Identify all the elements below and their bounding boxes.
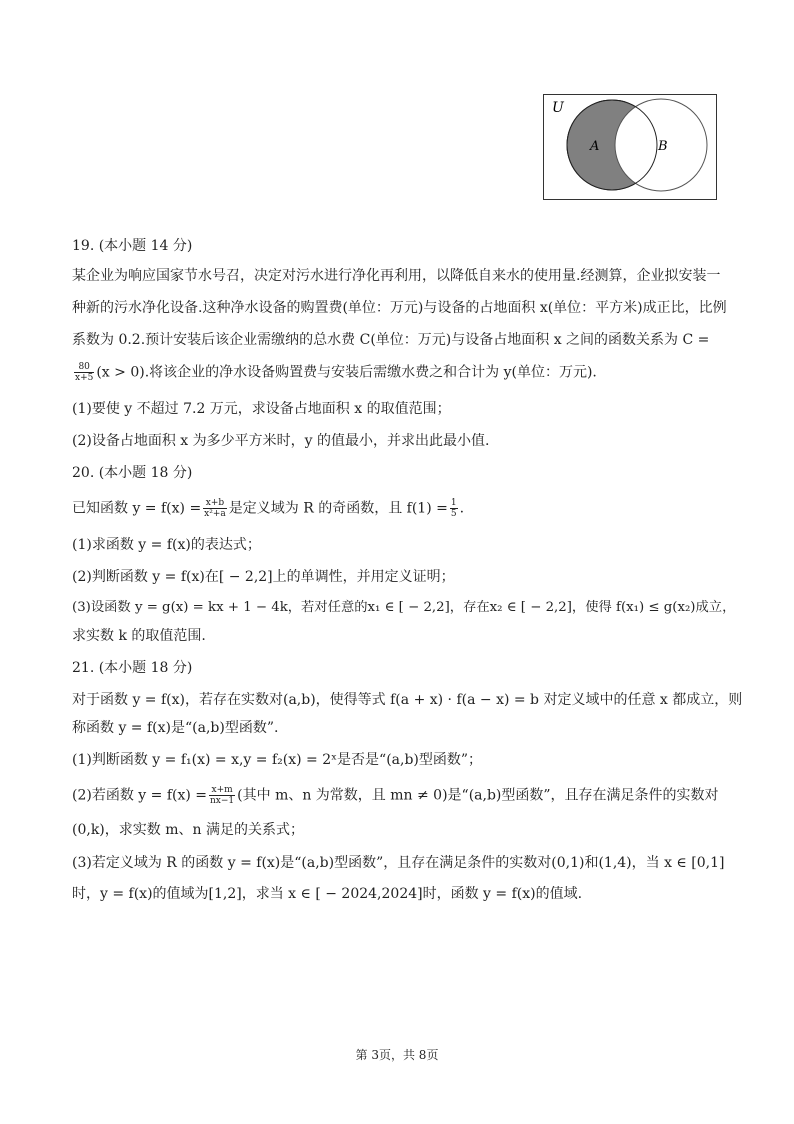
q19-paragraph-line: $\frac{80}{x+5}$ (x > 0).将该企业的净水设备购置费与安装后需缴水费之和合计为 y(单位：万元). (75, 362, 597, 383)
q20-fraction-1: $\frac{x+b}{\text{x²+a}}$ (204, 498, 226, 519)
q21-sub1: (1)判断函数 y = f₁(x) = x,y = f₂(x) = 2ˣ是否是“(a,b)型函数”； (72, 752, 483, 768)
q20-sub3-cont: 求实数 k 的取值范围. (72, 628, 206, 644)
set-b-label: B (658, 139, 668, 154)
q19-sub1: (1)要使 y 不超过 7.2 万元，求设备占地面积 x 的取值范围； (72, 401, 451, 417)
q21-fraction: $\frac{x+m}{nx-1}$ (210, 785, 235, 806)
q21-heading: 21. (本小题 18 分) (72, 660, 193, 676)
universe-label: U (552, 100, 564, 116)
q19-paragraph-line: 种新的污水净化设备.这种净水设备的购置费(单位：万元)与设备的占地面积 x(单位：平方米)成正比，比例 (72, 300, 727, 316)
set-a-label: A (590, 139, 600, 154)
q21-paragraph-line: 称函数 y = f(x)是“(a,b)型函数”. (72, 720, 279, 736)
q20-paragraph: 已知函数 y = f(x) = $\frac{x+b}{\text{x²+a}}$ 是定义域为 R 的奇函数，且 f(1) = $\frac{1}{5}$ . (72, 498, 465, 519)
q20-fraction-2: $\frac{1}{5}$ (450, 498, 457, 519)
q20-heading: 20. (本小题 18 分) (72, 465, 193, 481)
q19-heading: 19. (本小题 14 分) (72, 238, 193, 254)
q20-sub3: (3)设函数 y = g(x) = kx + 1 − 4k，若对任意的x₁ ∈ [ − 2,2]，存在x₂ ∈ [ − 2,2]，使得 f(x₁) ≤ g(x₂)成立， (72, 600, 736, 615)
q21-sub2: (2)若函数 y = f(x) = $\frac{x+m}{nx-1}$ (其中 m、n 为常数，且 mn ≠ 0)是“(a,b)型函数”，且存在满足条件的实数对 (72, 785, 719, 806)
q19-sub2: (2)设备占地面积 x 为多少平方米时，y 的值最小，并求出此最小值. (72, 433, 490, 449)
page-footer: 第 3页，共 8页 (355, 1048, 439, 1062)
q19-paragraph-line: 系数为 0.2.预计安装后该企业需缴纳的总水费 C(单位：万元)与设备占地面积 x 之间的函数关系为 C = (72, 332, 710, 348)
q20-sub2: (2)判断函数 y = f(x)在[ − 2,2]上的单调性，并用定义证明； (72, 569, 455, 585)
q21-sub3: (3)若定义域为 R 的函数 y = f(x)是“(a,b)型函数”，且存在满足条件的实数对(0,1)和(1,4)，当 x ∈ [0,1] (72, 855, 725, 871)
q21-paragraph-line: 对于函数 y = f(x)，若存在实数对(a,b)，使得等式 f(a + x) · f(a − x) = b 对定义域中的任意 x 都成立，则 (72, 692, 743, 708)
q19-fraction: $\frac{80}{x+5}$ (75, 362, 94, 383)
venn-diagram (543, 94, 717, 200)
q19-paragraph-line: 某企业为响应国家节水号召，决定对污水进行净化再利用，以降低自来水的使用量.经测算，企业拟安装一 (72, 268, 721, 284)
q20-sub1: (1)求函数 y = f(x)的表达式； (72, 537, 261, 553)
q21-sub2-cont: (0,k)，求实数 m、n 满足的关系式； (72, 822, 304, 838)
q21-sub3-cont: 时，y = f(x)的值域为[1,2]，求当 x ∈ [ − 2024,2024]时，函数 y = f(x)的值域. (72, 886, 583, 902)
